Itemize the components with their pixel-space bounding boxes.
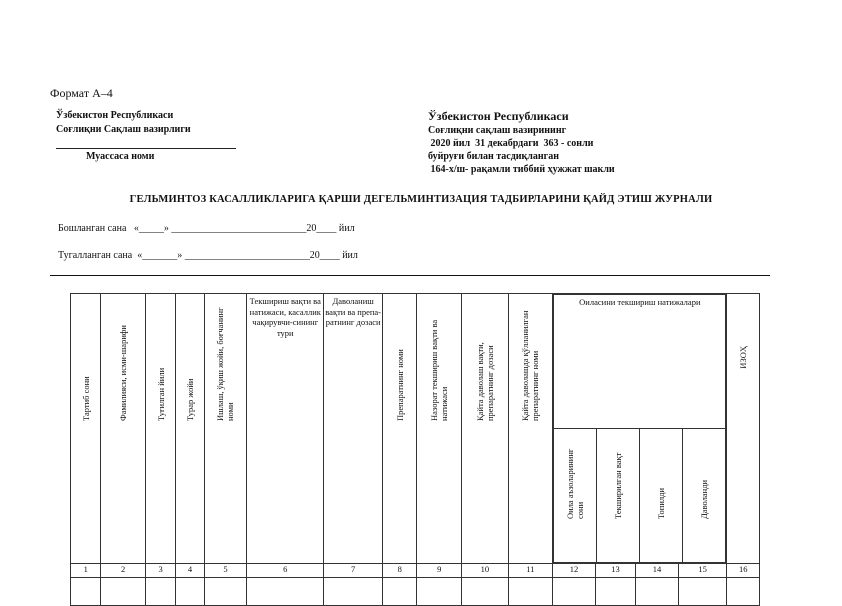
entry-cell[interactable] [508,578,553,606]
journal-table [70,293,760,606]
header-cell [727,294,760,564]
column-number: 7 [324,564,383,578]
entry-cell[interactable] [145,578,175,606]
column-number: 9 [417,564,462,578]
column-number: 8 [383,564,417,578]
column-header: Қайта даволаш вақти, препаратнинг дозаси [474,342,495,421]
header-cell [71,294,101,564]
column-number: 16 [727,564,760,578]
header-cell [508,294,553,564]
column-number: 2 [101,564,146,578]
column-number: 11 [508,564,553,578]
column-header: Текшириш вақти ва натижаси, касаллик чақирувчи-сининг тури [249,296,321,338]
column-number: 3 [145,564,175,578]
header-cell [247,294,324,564]
table-header-row [71,294,760,564]
header-cell [145,294,175,564]
column-header: Қайта даволашда қўлланилган препаратнинг номи [520,310,541,421]
entry-cell[interactable] [204,578,247,606]
column-header: Топилди [656,487,667,519]
column-header: Тартиб сони [80,376,91,421]
column-header: Оила аъзоларининг сони [565,448,586,519]
header-cell [462,294,509,564]
entry-cell[interactable] [247,578,324,606]
entry-cell[interactable] [101,578,146,606]
subheader-cell [597,429,640,563]
right-header-line4: буйруғи билан тасдиқланган [428,151,559,162]
right-header-line2: Соғлиқни сақлаш вазирининг [428,125,567,136]
start-date-line: Бошланган сана «_____» ___________________________20____ йил [58,223,355,234]
institution-name-label: Муассаса номи [86,151,155,162]
right-header-line5: 164-х/ш- рақамли тиббий ҳужжат шакли [428,164,615,175]
header-cell [176,294,204,564]
right-header [428,108,615,176]
family-group-cell [553,294,727,564]
left-header-line1: Ўзбекистон Республикаси [56,110,174,121]
column-number: 5 [204,564,247,578]
subheader-cell [554,429,597,563]
column-number: 15 [678,564,727,578]
column-header: Фамилияси, исми-шарифи [118,325,129,421]
entry-cell[interactable] [383,578,417,606]
subheader-cell [683,429,726,563]
column-number: 14 [636,564,679,578]
header-cell [324,294,383,564]
family-group-header: Оиласини текшириш натижалари [554,295,726,429]
header-cell [204,294,247,564]
column-number-row [71,564,760,578]
header-cell [417,294,462,564]
entry-cell[interactable] [553,578,596,606]
end-date-line: Тугалланган сана «_______» _________________________20____ йил [58,250,358,261]
column-header: Даволанди [699,479,710,519]
column-header: Ишлаш, ўқиш жойи, боғчанинг номи [215,307,236,421]
column-header: ИЗОҲ [738,346,749,369]
family-group [553,294,726,563]
column-number: 12 [553,564,596,578]
column-header: Туғилган йили [155,367,166,421]
column-number: 1 [71,564,101,578]
column-header: Турар жойи [185,378,196,421]
right-header-line3: 2020 йил 31 декабрдаги 363 - сонли [428,138,594,149]
separator-line [50,275,770,276]
entry-cell[interactable] [636,578,679,606]
entry-cell[interactable] [324,578,383,606]
entry-cell[interactable] [727,578,760,606]
column-number: 10 [462,564,509,578]
journal-title: ГЕЛЬМИНТОЗ КАСАЛЛИКЛАРИГА ҚАРШИ ДЕГЕЛЬМИНТИЗАЦИЯ ТАДБИРЛАРИНИ ҚАЙД ЭТИШ ЖУРНАЛИ [129,194,713,205]
entry-cell[interactable] [71,578,101,606]
entry-cell[interactable] [678,578,727,606]
entry-cell[interactable] [595,578,636,606]
entry-cell[interactable] [417,578,462,606]
column-number: 4 [176,564,204,578]
left-header-line2: Соғлиқни Сақлаш вазирлиги [56,124,191,135]
entry-cell[interactable] [176,578,204,606]
column-number: 6 [247,564,324,578]
entry-cell[interactable] [462,578,509,606]
column-header: Даволаниш вақти ва препа-ратнинг дозаси [325,296,381,327]
right-header-line1: Ўзбекистон Республикаси [428,109,569,123]
table-row [71,578,760,606]
header-cell [383,294,417,564]
column-header: Назорат текшириш вақти ва натижаси [429,319,450,421]
format-label: Формат А–4 [50,86,113,100]
column-number: 13 [595,564,636,578]
header-cell [101,294,146,564]
institution-name-line [56,148,236,149]
left-header [56,109,191,137]
column-header: Препаратнинг номи [394,349,405,421]
column-header: Текширилган вақт [613,452,624,519]
subheader-cell [640,429,683,563]
